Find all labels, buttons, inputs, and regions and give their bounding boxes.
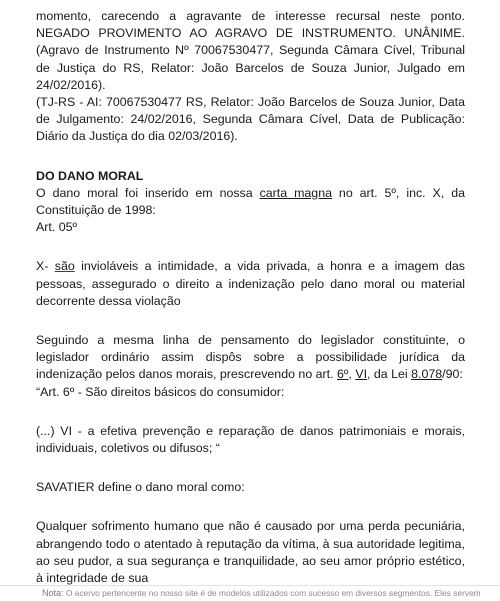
paragraph-agravo-ementa: momento, carecendo a agravante de interesse recursal neste ponto. NEGADO PROVIMENTO AO AGRAVO DE INSTRUMENTO. UNÂNIME. (Agravo de Instrumento Nº 70067530477, Segunda Câmara Cível, Tribunal de Justiça do RS, Relator: João Barcelos de Souza Junior, Julgado em 24/02/2016). [36, 9, 465, 92]
paragraph-inciso-vi: (...) VI - a efetiva prevenção e reparação de danos patrimoniais e morais, individuais, coletivos ou difusos; “ [36, 423, 465, 456]
paragraph-art-6-quote: “Art. 6º - São direitos básicos do consumidor: [36, 384, 285, 399]
footer-label: Nota: [42, 588, 64, 598]
paragraph-dano-moral-intro: O dano moral foi inserido em nossa carta magna no art. 5º, inc. X, da Constituição de 1998: [36, 185, 465, 218]
carta-magna-link[interactable]: carta magna [259, 185, 332, 200]
lei-8078-link[interactable]: 8.078 [411, 367, 443, 382]
footer-note [0, 585, 500, 601]
inciso-vi-link[interactable]: VI [355, 367, 368, 382]
paragraph-legislador: Seguindo a mesma linha de pensamento do legislador constituinte, o legislador ordinário assim dispôs sobre a possibilidade jurídica da indenização pelos danos morais, prescrevendo no art. 6º, VI, da Lei 8.078/90: [36, 333, 465, 382]
paragraph-sofrimento: Qualquer sofrimento humano que não é causado por uma perda pecuniária, abrangendo todo o atentado à reputação da vítima, à sua autoridade legitima, ao seu pudor, a sua segurança e tranquilidade, ao seu amor próprio estético, à integridade de sua [36, 519, 465, 586]
paragraph-citation: (TJ-RS - AI: 70067530477 RS, Relator: João Barcelos de Souza Junior, Data de Julgamento: 24/02/2016, Segunda Câmara Cível, Data de Publicação: Diário da Justiça do dia 02/03/2016). [36, 95, 465, 144]
sao-link[interactable]: são [54, 259, 75, 274]
paragraph-inciso-x: X- são invioláveis a intimidade, a vida privada, a honra e a imagem das pessoas, assegurado o direito a indenização pelo dano moral ou material decorrente dessa violação [36, 259, 465, 308]
paragraph-article: Art. 05º [36, 220, 78, 235]
art-6-link[interactable]: 6º [337, 367, 349, 382]
section-heading: DO DANO MORAL [36, 168, 144, 183]
footer-text: O acervo pertencente no nosso site é de modelos utilizados com sucesso em diversos segmentos. Eles servem [65, 588, 481, 598]
paragraph-savatier: SAVATIER define o dano moral como: [36, 480, 245, 495]
document-body [36, 8, 465, 587]
